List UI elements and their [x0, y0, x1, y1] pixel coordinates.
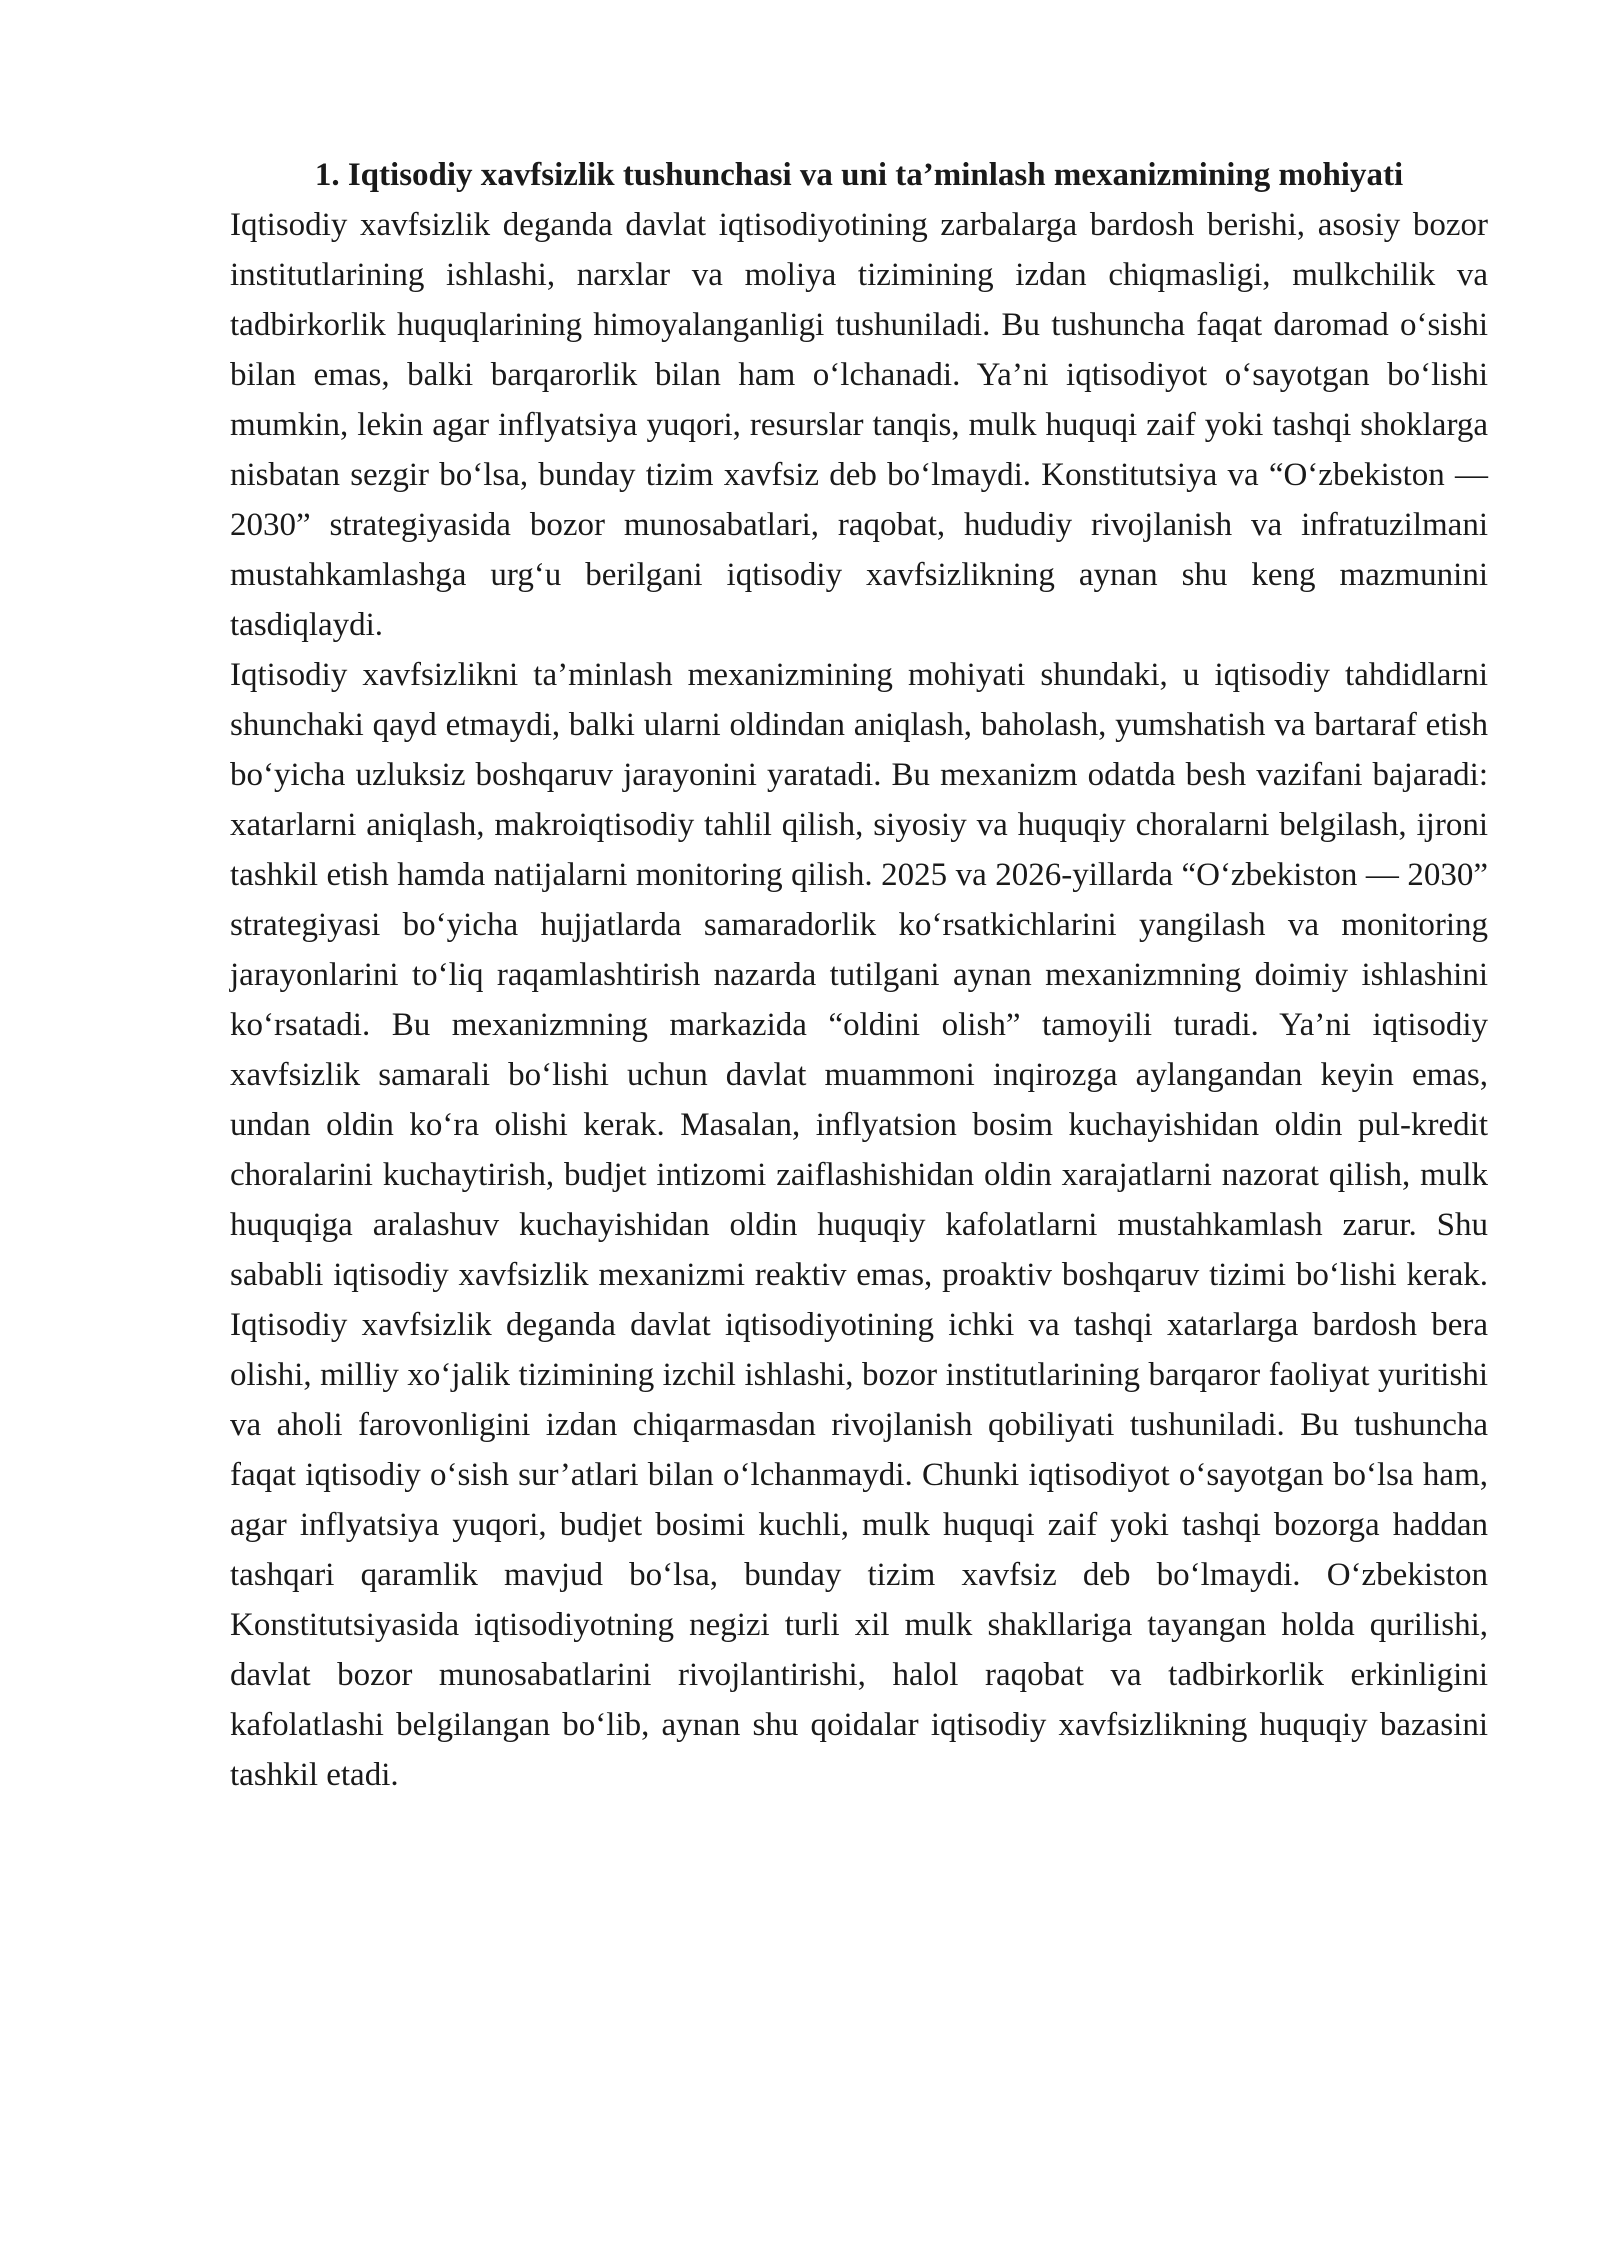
- document-body: [230, 150, 1488, 1800]
- paragraph-definition: Iqtisodiy xavfsizlik deganda davlat iqtisodiyotining zarbalarga bardosh berishi, asosiy bozor institutlarining ishlashi, narxlar va moliya tizimining izdan chiqmasligi, mulkchilik va tadbirkorlik huquqlarining himoyalanganligi tushuniladi. Bu tushuncha faqat daromad o‘sishi bilan emas, balki barqarorlik bilan ham o‘lchanadi. Ya’ni iqtisodiyot o‘sayotgan bo‘lishi mumkin, lekin agar inflyatsiya yuqori, resurslar tanqis, mulk huquqi zaif yoki tashqi shoklarga nisbatan sezgir bo‘lsa, bunday tizim xavfsiz deb bo‘lmaydi. Konstitutsiya va “O‘zbekiston — 2030” strategiyasida bozor munosabatlari, raqobat, hududiy rivojlanish va infratuzilmani mustahkamlashga urg‘u berilgani iqtisodiy xavfsizlikning aynan shu keng mazmunini tasdiqlaydi.: [230, 207, 1488, 643]
- section-heading: 1. Iqtisodiy xavfsizlik tushunchasi va uni ta’minlash mexanizmining mohiyati: [314, 157, 1404, 193]
- paragraph-mechanism: Iqtisodiy xavfsizlikni ta’minlash mexanizmining mohiyati shundaki, u iqtisodiy tahdidlarni shunchaki qayd etmaydi, balki ularni oldindan aniqlash, baholash, yumshatish va bartaraf etish bo‘yicha uzluksiz boshqaruv jarayonini yaratadi. Bu mexanizm odatda besh vazifani bajaradi: xatarlarni aniqlash, makroiqtisodiy tahlil qilish, siyosiy va huquqiy choralarni belgilash, ijroni tashkil etish hamda natijalarni monitoring qilish. 2025 va 2026-yillarda “O‘zbekiston — 2030” strategiyasi bo‘yicha hujjatlarda samaradorlik ko‘rsatkichlarini yangilash va monitoring jarayonlarini to‘liq raqamlashtirish nazarda tutilgani aynan mexanizmning doimiy ishlashini ko‘rsatadi. Bu mexanizmning markazida “oldini olish” tamoyili turadi. Ya’ni iqtisodiy xavfsizlik samarali bo‘lishi uchun davlat muammoni inqirozga aylangandan keyin emas, undan oldin ko‘ra olishi kerak. Masalan, inflyatsion bosim kuchayishidan oldin pul-kredit choralarini kuchaytirish, budjet intizomi zaiflashishidan oldin xarajatlarni nazorat qilish, mulk huquqiga aralashuv kuchayishidan oldin huquqiy kafolatlarni mustahkamlash zarur. Shu sababli iqtisodiy xavfsizlik mexanizmi reaktiv emas, proaktiv boshqaruv tizimi bo‘lishi kerak. Iqtisodiy xavfsizlik deganda davlat iqtisodiyotining ichki va tashqi xatarlarga bardosh bera olishi, milliy xo‘jalik tizimining izchil ishlashi, bozor institutlarining barqaror faoliyat yuritishi va aholi farovonligini izdan chiqarmasdan rivojlanish qobiliyati tushuniladi. Bu tushuncha faqat iqtisodiy o‘sish sur’atlari bilan o‘lchanmaydi. Chunki iqtisodiyot o‘sayotgan bo‘lsa ham, agar inflyatsiya yuqori, budjet bosimi kuchli, mulk huquqi zaif yoki tashqi bozorga haddan tashqari qaramlik mavjud bo‘lsa, bunday tizim xavfsiz deb bo‘lmaydi. O‘zbekiston Konstitutsiyasida iqtisodiyotning negizi turli xil mulk shakllariga tayangan holda qurilishi, davlat bozor munosabatlarini rivojlantirishi, halol raqobat va tadbirkorlik erkinligini kafolatlashi belgilangan bo‘lib, aynan shu qoidalar iqtisodiy xavfsizlikning huquqiy bazasini tashkil etadi.: [230, 657, 1488, 1793]
